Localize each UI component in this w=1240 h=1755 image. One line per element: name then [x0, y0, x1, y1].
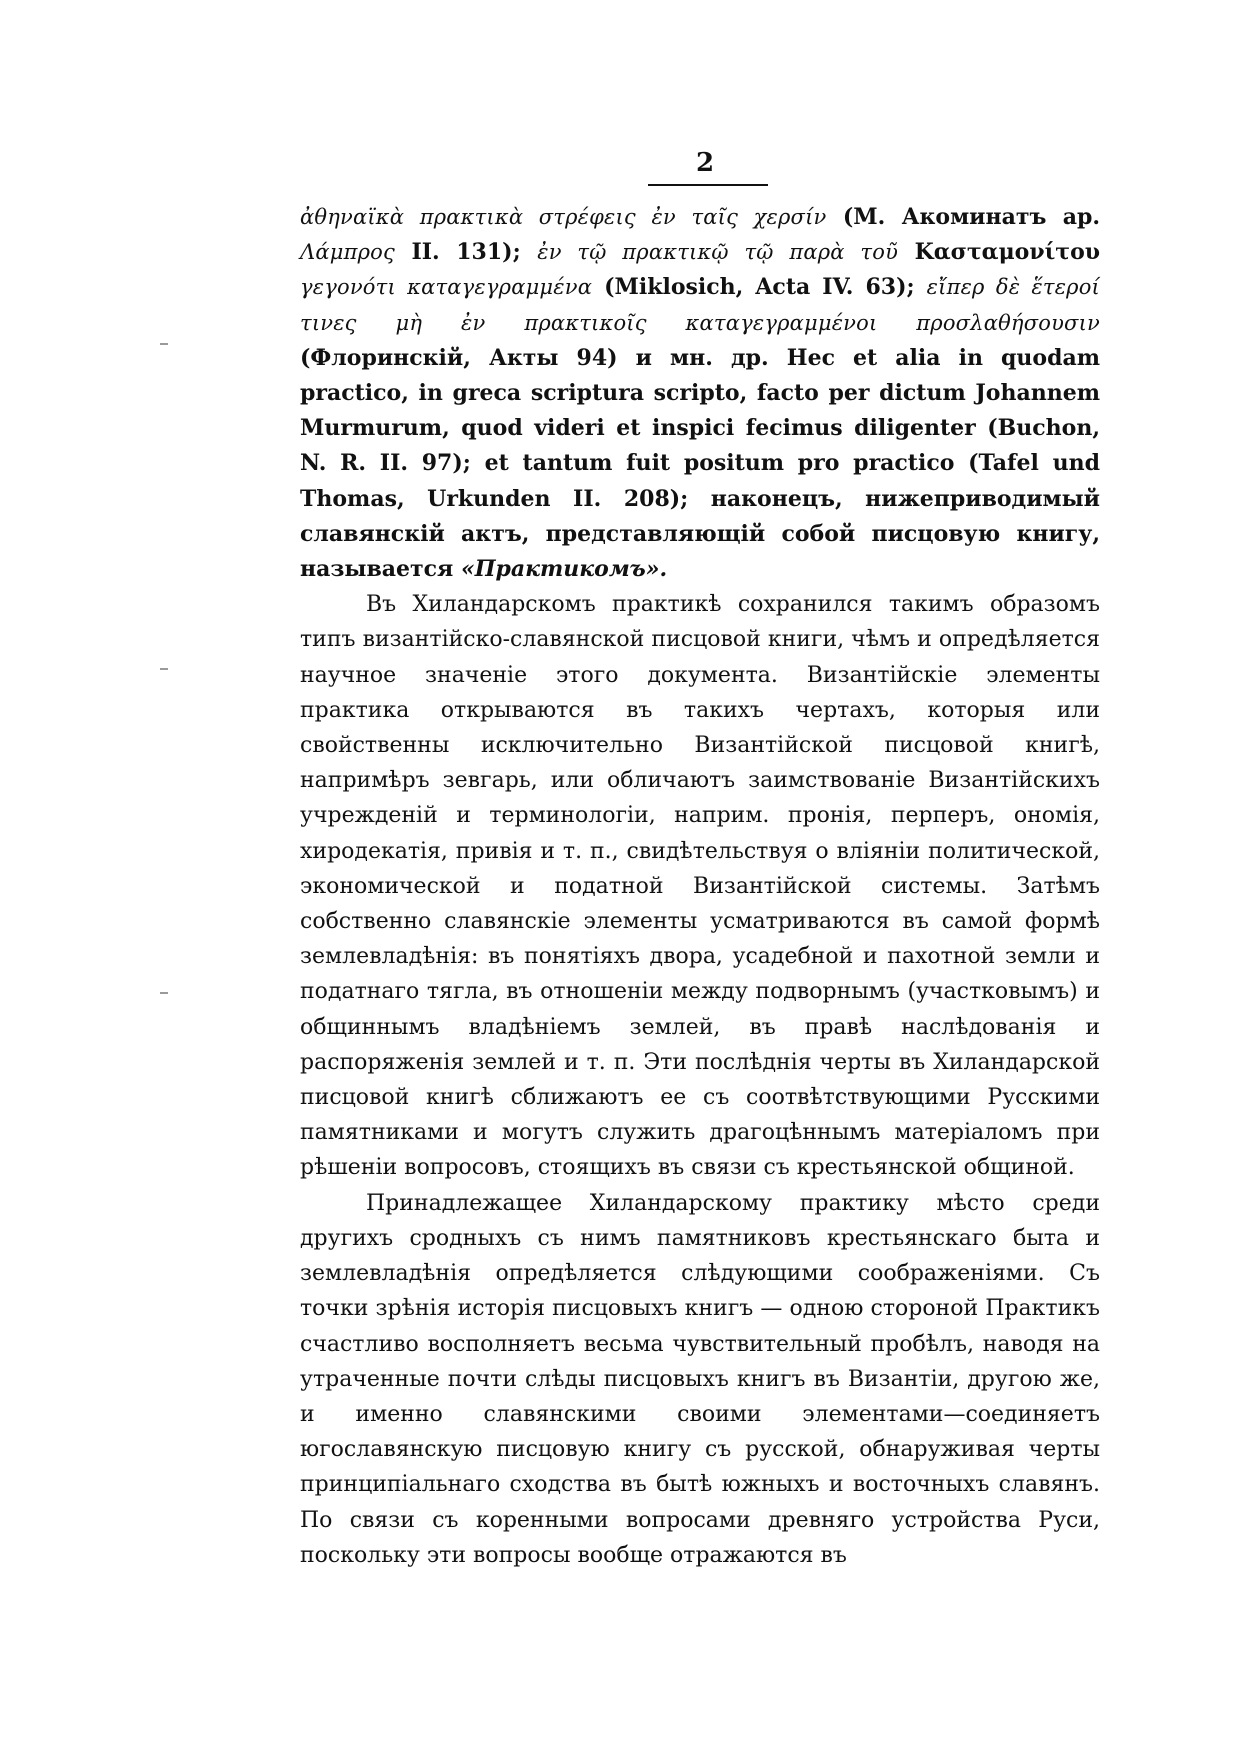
greek-quote: γεγονότι καταγεγραμμένα [300, 275, 593, 300]
citation-text: (Флоринскій, Акты 94) и мн. др. Hec et alia in quodam practico, in greca scriptura scripto, facto per dictum Johannem Murmurum, quod videri et inspici fecimus diligenter (Buchon, N. R. II. 97); et tantum fuit positum pro practico (Tafel und Thomas, Urkunden II. 208); наконецъ, нижеприводимый славянскій актъ, представляющій собой писцовую книгу, называется [300, 344, 1100, 583]
margin-mark [160, 992, 168, 994]
paragraph-greek-citations [300, 200, 1100, 587]
emphasized-term: «Практикомъ». [460, 556, 668, 583]
margin-mark [160, 343, 168, 345]
citation: (М. Акоминатъ ар. [826, 204, 1101, 230]
paragraph-place [300, 1186, 1100, 1573]
body-text [300, 200, 1100, 1573]
greek-quote: ἐν τῷ πρακτικῷ τῷ παρὰ τοῦ [537, 240, 899, 265]
greek-quote: εἴπερ δὲ ἕτεροί τινες μὴ ἐν πρακτικοῖς καταγεγραμμένοι προσλαθήσουσιν [300, 275, 1100, 335]
citation: Κασταμονίτου [898, 239, 1101, 266]
paragraph-text: Принадлежащее Хиландарскому практику мѣсто среди другихъ сродныхъ съ нимъ памятниковъ крестьянскаго быта и землевладѣнія опредѣляется слѣдующими соображеніями. Съ точки зрѣнія исторія писцовыхъ книгъ — одною стороной Практикъ счастливо восполняетъ весьма чувствительный пробѣлъ, наводя на утраченные почти слѣды писцовыхъ книгъ въ Византіи, другою же, и именно славянскими своими элементами—соединяетъ югославянскую писцовую книгу съ русской, обнаруживая черты принципіальнаго сходства въ бытѣ южныхъ и восточныхъ славянъ. По связи съ коренными вопросами древняго устройства Руси, поскольку эти вопросы вообще отражаются въ [300, 1190, 1100, 1568]
greek-quote: Λάμπρος [300, 240, 395, 265]
greek-quote: ἀθηναϊκὰ πρακτικὰ στρέφεις ἐν ταῖς χερσίν [300, 205, 827, 229]
paragraph-significance [300, 587, 1100, 1185]
citation: (Miklosich, Acta IV. 63); [592, 274, 927, 301]
page-number: 2 [695, 148, 715, 178]
page-number-rule [648, 184, 768, 186]
paragraph-text: Въ Хиландарскомъ практикѣ сохранился такимъ образомъ типъ византійско-славянской писцовой книги, чѣмъ и опредѣляется научное значеніе этого документа. Византійскіе элементы практика открываются въ такихъ чертахъ, которыя или свойственны исключительно Византійской писцовой книгѣ, напримѣръ зевгарь, или обличаютъ заимствованіе Византійскихъ учрежденій и терминологіи, наприм. пронія, перперъ, ономія, хиродекатія, привія и т. п., свидѣтельствуя о вліяніи политической, экономической и податной Византійской системы. Затѣмъ собственно славянскіе элементы усматриваются въ самой формѣ землевладѣнія: въ понятіяхъ двора, усадебной и пахотной земли и податнаго тягла, въ отношеніи между подворнымъ (участковымъ) и общиннымъ владѣніемъ землей, въ правѣ наслѣдованія и распоряженія землей и т. п. Эти послѣднія черты въ Хиландарской писцовой книгѣ сближаютъ ее съ соотвѣтствующими Русскими памятниками и могутъ служить драгоцѣннымъ матеріаломъ при рѣшеніи вопросовъ, стоящихъ въ связи съ крестьянской общиной. [300, 592, 1100, 1181]
margin-mark [160, 668, 168, 670]
citation: II. 131); [394, 239, 538, 266]
